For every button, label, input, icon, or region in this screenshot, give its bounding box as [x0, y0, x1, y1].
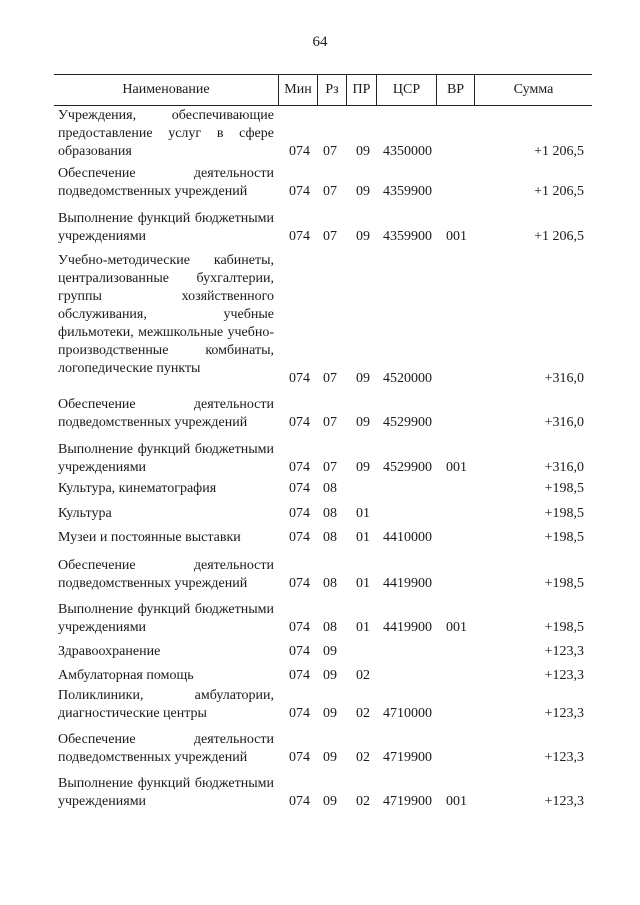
header-rz: Рз — [317, 75, 346, 105]
row-csr: 4350000 — [383, 144, 432, 159]
row-pr: 01 — [356, 576, 370, 591]
table-row — [0, 210, 640, 246]
row-csr: 4529900 — [383, 415, 432, 430]
row-csr: 4710000 — [383, 706, 432, 721]
row-pr: 09 — [356, 144, 370, 159]
row-pr: 09 — [356, 460, 370, 475]
row-sum: +316,0 — [544, 460, 584, 475]
row-min: 074 — [289, 184, 310, 199]
row-rz: 09 — [323, 706, 337, 721]
row-min: 074 — [289, 506, 310, 521]
row-name: Учебно-методические кабинеты, централизованные бухгалтерии, группы хозяйственного обслуживания, учебные фильмотеки, межшкольные учебно-производственные комбинаты, логопедические пункты — [58, 253, 274, 376]
row-pr: 01 — [356, 530, 370, 545]
row-sum: +123,3 — [544, 794, 584, 809]
row-min: 074 — [289, 229, 310, 244]
row-name: Амбулаторная помощь — [58, 668, 194, 683]
row-vr: 001 — [446, 794, 467, 809]
row-rz: 07 — [323, 371, 337, 386]
row-vr: 001 — [446, 229, 467, 244]
header-name: Наименование — [122, 82, 210, 97]
row-min: 074 — [289, 644, 310, 659]
row-name: Выполнение функций бюджетными учреждениями — [58, 211, 274, 244]
row-name: Культура — [58, 506, 112, 521]
row-pr: 09 — [356, 229, 370, 244]
row-name: Обеспечение деятельности подведомственных учреждений — [58, 732, 274, 765]
row-rz: 08 — [323, 530, 337, 545]
row-name: Обеспечение деятельности подведомственных учреждений — [58, 397, 274, 430]
row-name: Учреждения, обеспечивающие предоставление услуг в сфере образования — [58, 108, 274, 159]
row-sum: +316,0 — [544, 415, 584, 430]
row-rz: 07 — [323, 229, 337, 244]
row-sum: +123,3 — [544, 644, 584, 659]
row-min: 074 — [289, 371, 310, 386]
row-rz: 07 — [323, 184, 337, 199]
table-row — [0, 529, 640, 547]
table-row — [0, 252, 640, 388]
table-row — [0, 165, 640, 201]
row-csr: 4410000 — [383, 530, 432, 545]
row-pr: 01 — [356, 620, 370, 635]
row-sum: +198,5 — [544, 530, 584, 545]
row-name: Выполнение функций бюджетными учреждениями — [58, 776, 274, 809]
row-pr: 09 — [356, 415, 370, 430]
row-csr: 4359900 — [383, 229, 432, 244]
row-min: 074 — [289, 460, 310, 475]
row-rz: 07 — [323, 415, 337, 430]
row-rz: 08 — [323, 481, 337, 496]
table-row — [0, 396, 640, 432]
row-min: 074 — [289, 794, 310, 809]
row-min: 074 — [289, 668, 310, 683]
row-min: 074 — [289, 481, 310, 496]
header-csr: ЦСР — [376, 75, 436, 105]
table-row — [0, 557, 640, 593]
row-min: 074 — [289, 415, 310, 430]
table-row — [0, 505, 640, 523]
row-vr: 001 — [446, 460, 467, 475]
table-row — [0, 687, 640, 723]
row-min: 074 — [289, 750, 310, 765]
row-min: 074 — [289, 576, 310, 591]
table-row — [0, 775, 640, 811]
table-row — [0, 643, 640, 661]
row-sum: +198,5 — [544, 576, 584, 591]
row-name: Поликлиники, амбулатории, диагностические центры — [58, 688, 274, 721]
table-row — [0, 601, 640, 637]
table-header — [54, 75, 592, 106]
header-pr: ПР — [346, 75, 376, 105]
row-rz: 08 — [323, 576, 337, 591]
page-number: 64 — [312, 34, 328, 50]
row-rz: 07 — [323, 144, 337, 159]
row-name: Выполнение функций бюджетными учреждениями — [58, 442, 274, 475]
row-sum: +123,3 — [544, 750, 584, 765]
row-csr: 4719900 — [383, 750, 432, 765]
row-name: Культура, кинематография — [58, 481, 217, 496]
row-rz: 07 — [323, 460, 337, 475]
row-pr: 01 — [356, 506, 370, 521]
row-sum: +316,0 — [544, 371, 584, 386]
table-row — [0, 667, 640, 685]
row-csr: 4359900 — [383, 184, 432, 199]
table-row — [0, 107, 640, 161]
table-row — [0, 441, 640, 477]
row-rz: 09 — [323, 750, 337, 765]
row-pr: 02 — [356, 750, 370, 765]
table-row — [0, 731, 640, 767]
row-sum: +198,5 — [544, 620, 584, 635]
row-name: Здравоохранение — [58, 644, 161, 659]
row-csr: 4419900 — [383, 620, 432, 635]
row-sum: +1 206,5 — [534, 144, 584, 159]
row-name: Музеи и постоянные выставки — [58, 530, 241, 545]
row-rz: 08 — [323, 620, 337, 635]
row-pr: 02 — [356, 794, 370, 809]
row-name: Обеспечение деятельности подведомственных учреждений — [58, 166, 274, 199]
row-pr: 02 — [356, 706, 370, 721]
row-sum: +198,5 — [544, 506, 584, 521]
row-pr: 02 — [356, 668, 370, 683]
row-min: 074 — [289, 144, 310, 159]
row-rz: 08 — [323, 506, 337, 521]
row-rz: 09 — [323, 644, 337, 659]
row-sum: +1 206,5 — [534, 229, 584, 244]
row-rz: 09 — [323, 668, 337, 683]
row-min: 074 — [289, 620, 310, 635]
row-name: Выполнение функций бюджетными учреждениями — [58, 602, 274, 635]
row-csr: 4529900 — [383, 460, 432, 475]
header-sum: Сумма — [474, 75, 592, 105]
row-csr: 4719900 — [383, 794, 432, 809]
row-pr: 09 — [356, 371, 370, 386]
row-sum: +123,3 — [544, 706, 584, 721]
row-pr: 09 — [356, 184, 370, 199]
header-vr: ВР — [436, 75, 474, 105]
row-min: 074 — [289, 706, 310, 721]
row-min: 074 — [289, 530, 310, 545]
row-sum: +198,5 — [544, 481, 584, 496]
table-row — [0, 480, 640, 498]
row-csr: 4520000 — [383, 371, 432, 386]
row-name: Обеспечение деятельности подведомственных учреждений — [58, 558, 274, 591]
row-vr: 001 — [446, 620, 467, 635]
header-min: Мин — [278, 75, 317, 105]
row-rz: 09 — [323, 794, 337, 809]
row-sum: +123,3 — [544, 668, 584, 683]
row-sum: +1 206,5 — [534, 184, 584, 199]
row-csr: 4419900 — [383, 576, 432, 591]
